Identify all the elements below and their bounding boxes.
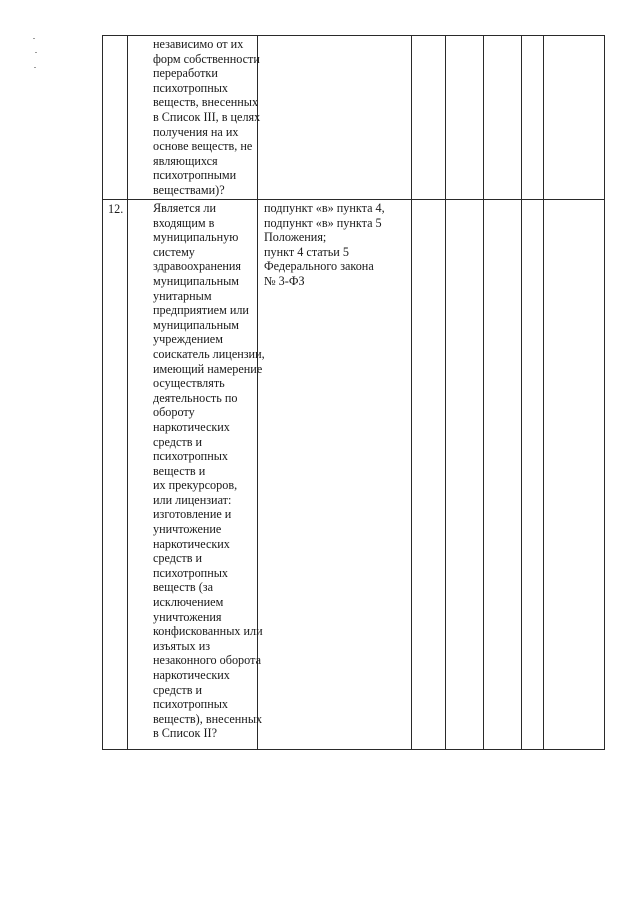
question-text-line: форм собственности xyxy=(153,51,260,66)
question-text-line: муниципальным xyxy=(153,273,239,288)
question-text-line: предприятием или xyxy=(153,303,249,318)
question-text-line: незаконного оборота xyxy=(153,653,261,668)
question-text-line: средств и xyxy=(153,551,203,566)
question-text-line: получения на их xyxy=(153,124,239,139)
question-text-line: средств и xyxy=(153,434,203,449)
question-text-line: конфискованных или xyxy=(153,624,263,639)
question-text-line: веществ и xyxy=(153,463,206,478)
question-text-line: являющихся xyxy=(153,153,218,168)
question-text-line: средств и xyxy=(153,682,203,697)
question-text-line: Является ли xyxy=(153,201,216,215)
question-text-line: независимо от их xyxy=(153,37,244,51)
question-text-line: исключением xyxy=(153,595,224,610)
question-text-line: здравоохранения xyxy=(153,259,242,274)
question-text-line: муниципальную xyxy=(153,230,239,245)
table-row xyxy=(103,36,605,200)
question-text-line: соискатель лицензии, xyxy=(153,346,265,361)
question-text-line: наркотических xyxy=(153,668,230,682)
answer-na-cell xyxy=(484,200,522,750)
row-number-cell xyxy=(103,36,128,200)
question-text-line: обороту xyxy=(153,405,195,420)
question-text-line: психотропных xyxy=(153,80,229,95)
scan-speck xyxy=(35,52,37,53)
question-text-line: имеющий намерение xyxy=(153,361,263,376)
answer-yes-cell xyxy=(412,36,446,200)
question-text-line: уничтожения xyxy=(153,609,222,624)
answer-yes-cell xyxy=(412,200,446,750)
notes-cell xyxy=(544,200,605,750)
scan-speck xyxy=(33,38,35,39)
question-text-line: учреждением xyxy=(153,332,223,347)
question-text-line: деятельность по xyxy=(153,390,238,405)
question-text-line: веществ (за xyxy=(153,580,214,595)
reference-text-line: подпункт «в» пункта 4, xyxy=(264,201,385,215)
reference-text-line: пункт 4 статьи 5 xyxy=(264,244,349,259)
question-text-line: изъятых из xyxy=(153,638,211,653)
reference-cell xyxy=(258,200,412,750)
scan-speck xyxy=(34,67,36,68)
question-text-line: муниципальным xyxy=(153,317,239,332)
question-text-line: веществ, внесенных xyxy=(153,95,259,110)
notes-cell xyxy=(544,36,605,200)
answer-no-cell xyxy=(446,200,484,750)
question-text-line: уничтожение xyxy=(153,522,222,537)
question-text-line: психотропных xyxy=(153,565,229,580)
question-text-line: веществ), внесенных xyxy=(153,711,263,726)
question-text-line: унитарным xyxy=(153,288,212,303)
answer-na-cell xyxy=(484,36,522,200)
reference-text-line: подпункт «в» пункта 5 xyxy=(264,215,382,230)
question-text-line: изготовление и xyxy=(153,507,232,522)
question-text-line: наркотических xyxy=(153,536,230,551)
question-text-line: веществами)? xyxy=(153,182,225,197)
reference-text-line: № 3-ФЗ xyxy=(264,273,305,288)
question-text-line: переработки xyxy=(153,66,218,81)
answer-no-cell xyxy=(446,36,484,200)
question-text-line: их прекурсоров, xyxy=(153,478,238,493)
reference-text-line: Федерального закона xyxy=(264,259,374,274)
question-cell xyxy=(128,36,261,200)
question-text-line: в Список II? xyxy=(153,726,217,741)
question-text-line: наркотических xyxy=(153,419,230,434)
row-number-cell xyxy=(103,200,128,750)
question-text-line: основе веществ, не xyxy=(153,139,253,154)
question-text-line: психотропными xyxy=(153,168,237,183)
table-row xyxy=(103,200,605,750)
question-text-line: психотропных xyxy=(153,449,229,464)
question-text-line: в Список III, в целях xyxy=(153,109,261,124)
row-number: 12. xyxy=(108,202,124,216)
question-text-line: или лицензиат: xyxy=(153,492,232,507)
extra-cell xyxy=(522,200,544,750)
checklist-table xyxy=(102,35,605,750)
question-cell xyxy=(128,200,265,750)
question-text-line: психотропных xyxy=(153,697,229,712)
question-text-line: систему xyxy=(153,244,195,259)
reference-cell xyxy=(258,36,412,200)
reference-text-line: Положения; xyxy=(264,230,327,245)
question-text-line: осуществлять xyxy=(153,376,225,391)
question-text-line: входящим в xyxy=(153,215,215,230)
extra-cell xyxy=(522,36,544,200)
